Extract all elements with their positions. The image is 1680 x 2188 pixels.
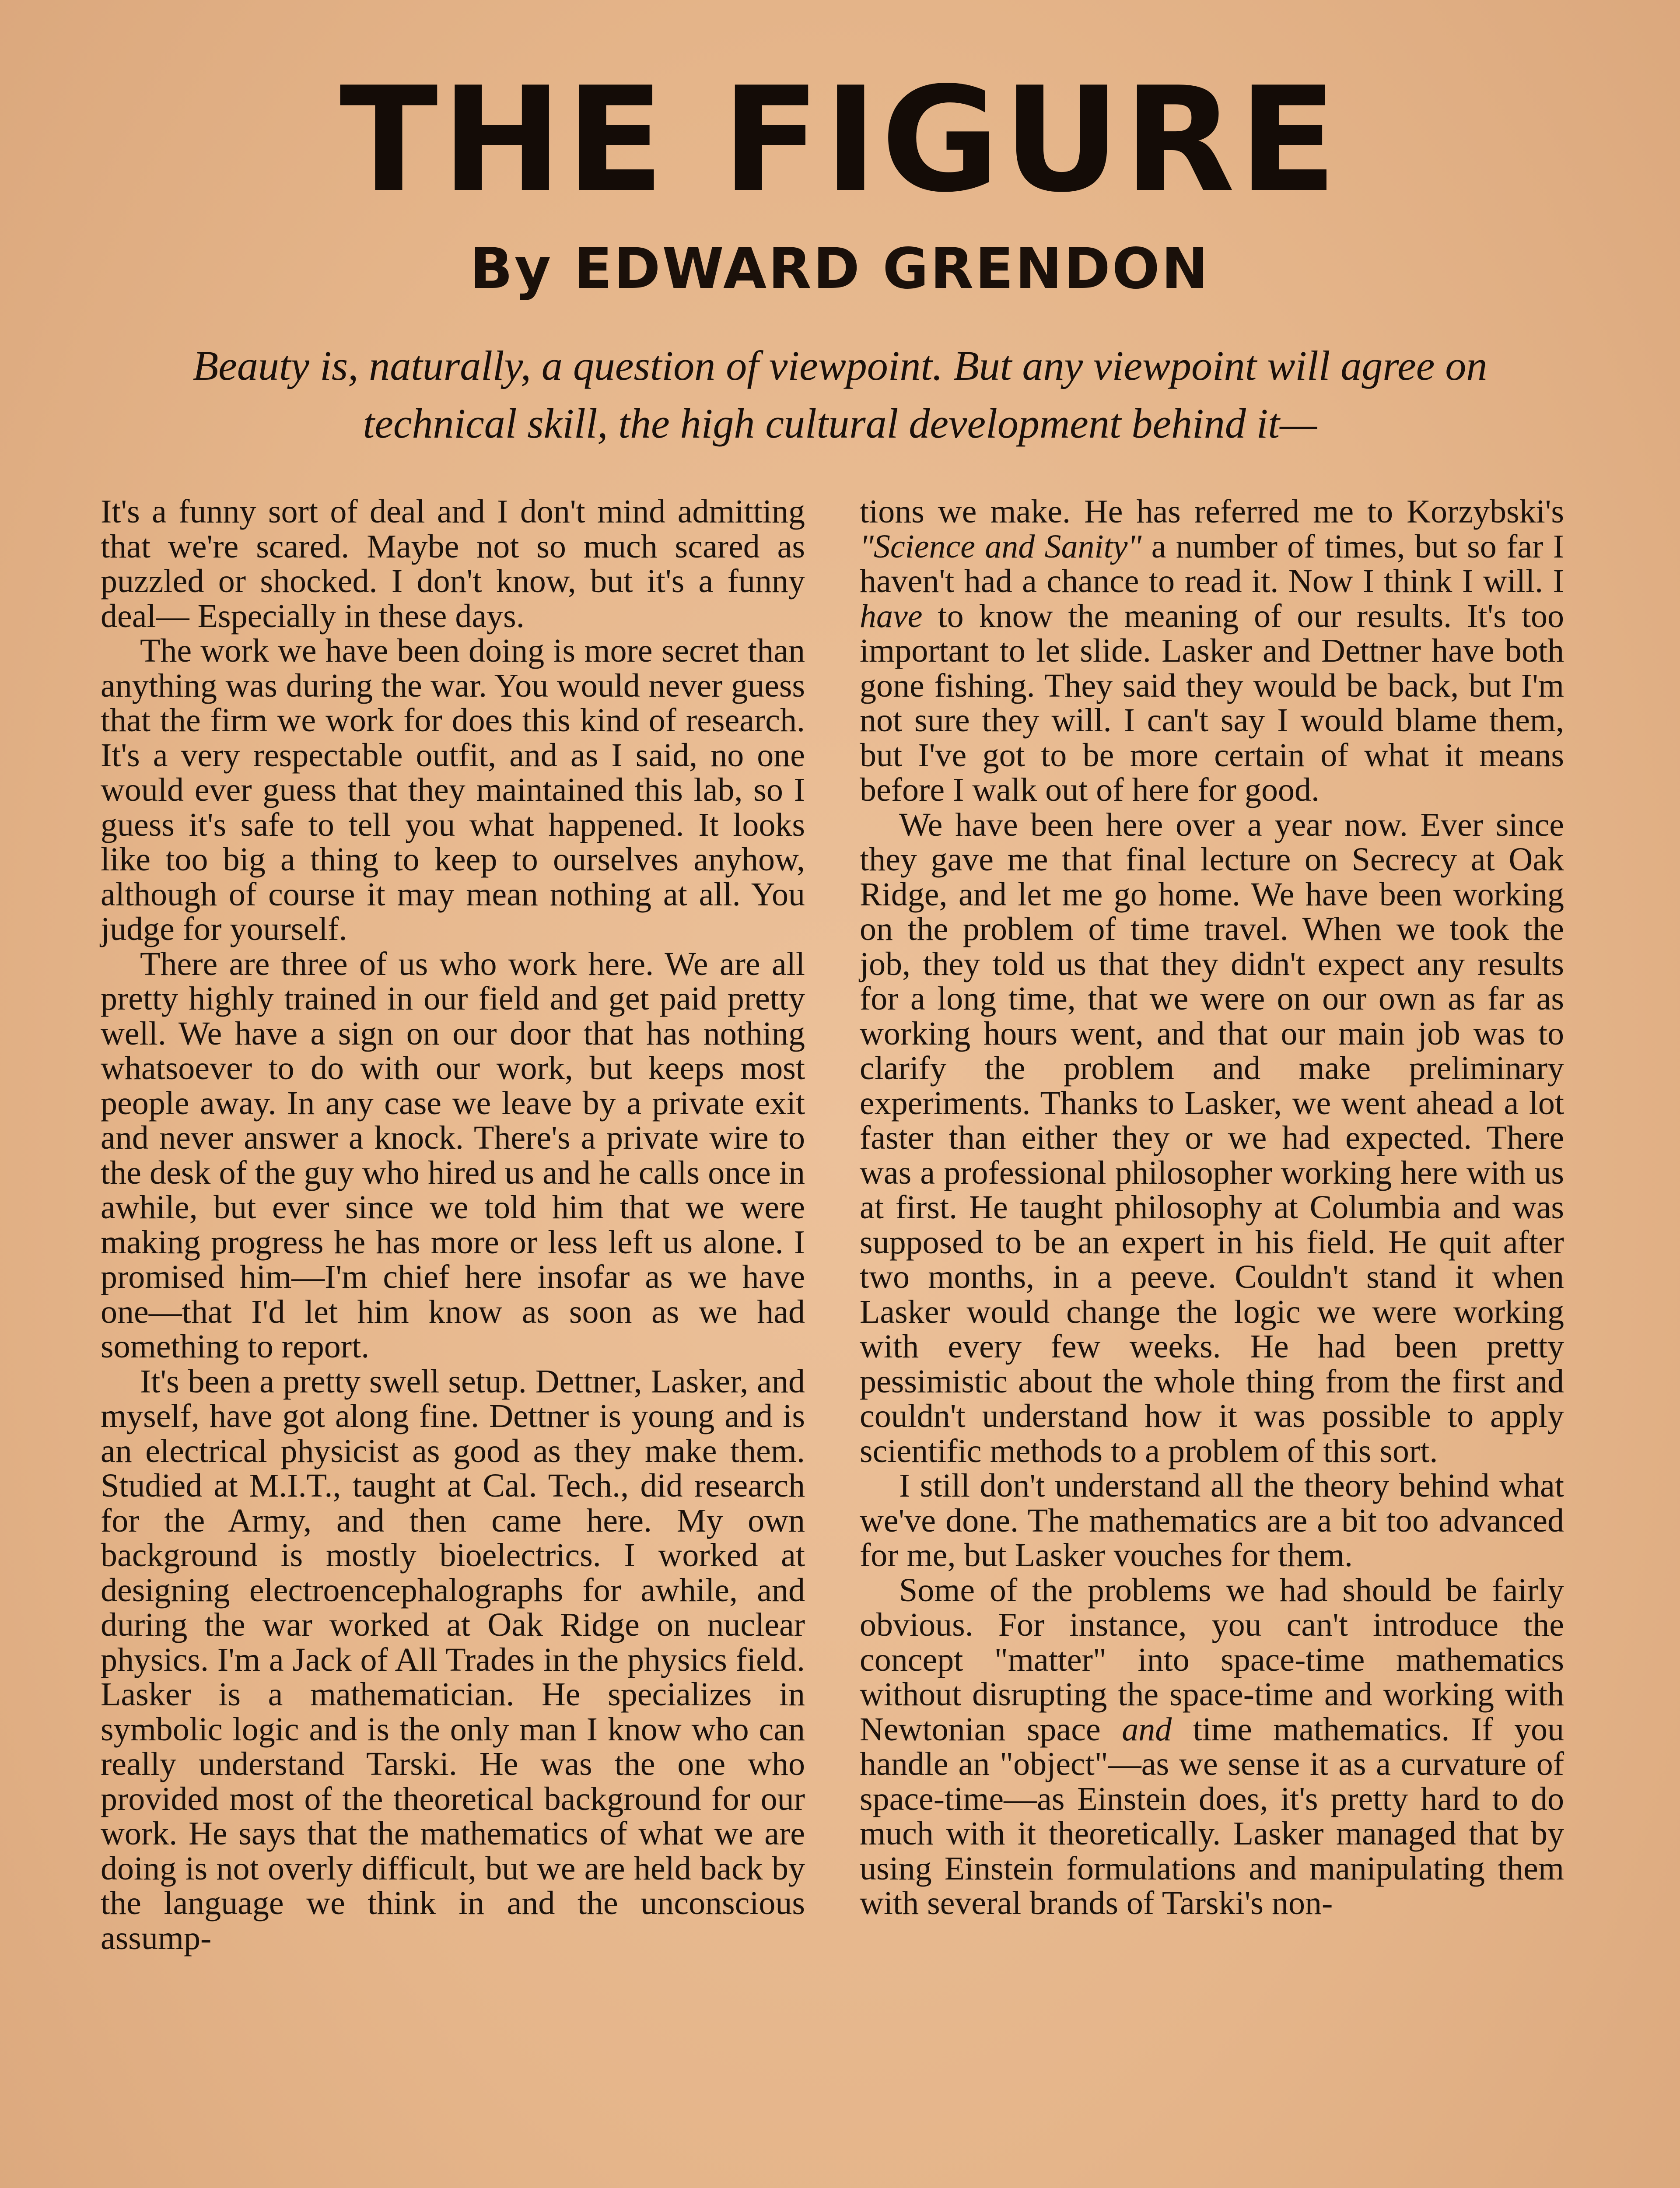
paragraph: It's a funny sort of deal and I don't mind admitting that we're scared. Maybe not so much scared as puzzled or shocked. I don't know, but it's a funny deal— Especially in these days.	[101, 493, 805, 635]
text-run: a number of times, but so far I haven't had a chance to read it. Now I think I will. I	[860, 528, 1564, 600]
paragraph: I still don't understand all the theory behind what we've done. The mathematics are a bit too advanced for me, but Lasker vouches for them.	[860, 1467, 1564, 1574]
paragraph: It's been a pretty swell setup. Dettner, Lasker, and myself, have got along fine. Dettner is young and is an electrical physicist as good as they make them. Studied at M.I.T., taught at Cal. Tech., did research for the Army, and then came here. My own background is mostly bioelectrics. I worked at designing electroencephalographs for awhile, and during the war worked at Oak Ridge on nuclear physics. I'm a Jack of All Trades in the physics field. Lasker is a mathematician. He specializes in symbolic logic and is the only man I know who can really understand Tarski. He was the one who provided most of the theoretical background for our work. He says that the mathematics of what we are doing is not overly difficult, but we are held back by the language we think in and the unconscious assump-	[101, 1363, 805, 1957]
story-title: THE FIGURE	[339, 56, 1341, 224]
text-run: to know the meaning of our results. It's too important to let slide. Lasker and Dettner have both gone fishing. They said they would be back, but I'm not sure they will. I can't say I would blame them, but I've got to be more certain of what it means before I walk out of here for good.	[860, 597, 1564, 808]
paragraph: The work we have been doing is more secret than anything was during the war. You would never guess that the firm we work for does this kind of research. It's a very respectable outfit, and as I said, no one would ever guess that they maintained this lab, so I guess it's safe to tell you what happened. It looks like too big a thing to keep to ourselves anyhow, although of course it may mean nothing at all. You judge for yourself.	[101, 632, 805, 947]
story-blurb: Beauty is, naturally, a question of viewpoint. But any viewpoint will agree on technical skill, the high cultural development behind it—	[192, 342, 1488, 447]
emphasis: have	[860, 597, 923, 635]
paragraph	[860, 1573, 1564, 1921]
left-column	[101, 494, 805, 1956]
text-run: time mathematics. If you handle an "object"—as we sense it as a curvature of space-time—as Einstein does, it's pretty hard to do much with it theoretically. Lasker managed that by using Einstein formulations and manipulating them with several brands of Tarski's non-	[860, 1711, 1564, 1922]
paragraph	[860, 494, 1564, 808]
paragraph: We have been here over a year now. Ever since they gave me that final lecture on Secrecy at Oak Ridge, and let me go home. We have been working on the problem of time travel. When we took the job, they told us that they didn't expect any results for a long time, that we were on our own as far as working hours went, and that our main job was to clarify the problem and make preliminary experiments. Thanks to Lasker, we went ahead a lot faster than either they or we had expected. There was a professional philosopher working here with us at first. He taught philosophy at Columbia and was supposed to be an expert in his field. He quit after two months, in a peeve. Couldn't stand it when Lasker would change the logic we were working with every few weeks. He had been pretty pessimistic about the whole thing from the first and couldn't understand how it was possible to apply scientific methods to a problem of this sort.	[860, 806, 1564, 1469]
paragraph: There are three of us who work here. We are all pretty highly trained in our field and get paid pretty well. We have a sign on our door that has nothing whatsoever to do with our work, but keeps most people away. In any case we leave by a private exit and never answer a knock. There's a private wire to the desk of the guy who hired us and he calls once in awhile, but ever since we told him that we were making progress he has more or less left us alone. I promised him—I'm chief here insofar as we have one—that I'd let him know as soon as we had something to report.	[101, 945, 805, 1365]
text-run: Some of the problems we had should be fairly obvious. For instance, you can't introduce the concept "matter" into space-time mathematics without disrupting the space-time and working with Newtonian space	[860, 1571, 1564, 1748]
text-run: tions we make. He has referred me to Korzybski's	[860, 493, 1564, 530]
book-title-emphasis: "Science and Sanity"	[860, 528, 1142, 565]
right-column	[860, 494, 1564, 1921]
byline: By EDWARD GRENDON	[470, 236, 1210, 302]
emphasis: and	[1122, 1711, 1172, 1748]
